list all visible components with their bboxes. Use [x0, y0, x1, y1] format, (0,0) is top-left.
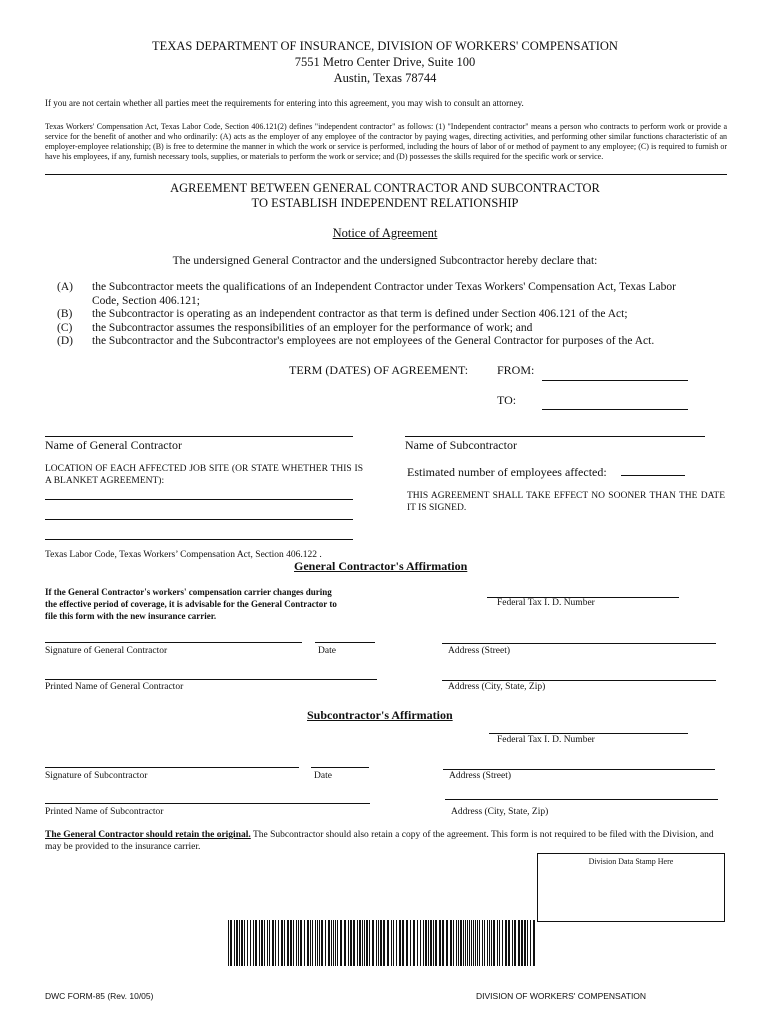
barcode-bar: [267, 920, 268, 966]
job-site-label: LOCATION OF EACH AFFECTED JOB SITE (OR STATE WHETHER THIS IS A BLANKET AGREEMENT):: [45, 464, 363, 486]
term-from-label: FROM:: [497, 363, 535, 377]
barcode-bar: [275, 920, 276, 966]
barcode-bar: [425, 920, 427, 966]
subcontractor-name-field[interactable]: [405, 436, 705, 437]
barcode-bar: [387, 920, 389, 966]
gc-address-street-label: Address (Street): [448, 646, 510, 656]
declaration-intro: The undersigned General Contractor and the undersigned Subcontractor hereby declare that:: [172, 255, 598, 267]
barcode-bar: [287, 920, 289, 966]
gc-affirmation-heading: General Contractor's Affirmation: [294, 559, 468, 573]
sub-tax-id-field[interactable]: [489, 733, 688, 734]
barcode-bar: [230, 920, 232, 966]
term-label: TERM (DATES) OF AGREEMENT:: [289, 363, 469, 377]
barcode-bar: [505, 920, 507, 966]
barcode-bar: [364, 920, 365, 966]
barcode-bar: [333, 920, 334, 966]
agency-address-city: Austin, Texas 78744: [333, 71, 437, 85]
item-key: (D): [57, 335, 73, 347]
barcode-bar: [514, 920, 516, 966]
gc-date-field[interactable]: [315, 642, 375, 643]
barcode-bar: [521, 920, 523, 966]
division-stamp-label: Division Data Stamp Here: [588, 857, 674, 866]
sub-date-field[interactable]: [311, 767, 369, 768]
declaration-item-d: [57, 335, 697, 349]
barcode-bar: [239, 920, 240, 966]
barcode-bar: [261, 920, 263, 966]
barcode-bar: [244, 920, 245, 966]
barcode-bar: [393, 920, 394, 966]
sub-printed-name-field[interactable]: [45, 803, 370, 804]
barcode-bar: [264, 920, 265, 966]
item-text: the Subcontractor is operating as an independent contractor as that term is defined under Section 406.121 of the Act;: [92, 308, 628, 320]
sub-date-label: Date: [314, 771, 332, 781]
barcode-bar: [435, 920, 437, 966]
gc-date-label: Date: [318, 646, 336, 656]
agreement-title-line1: AGREEMENT BETWEEN GENERAL CONTRACTOR AND SUBCONTRACTOR: [170, 181, 600, 195]
sub-affirmation-heading: Subcontractor's Affirmation: [307, 708, 453, 722]
barcode-bar: [518, 920, 520, 966]
declaration-list: [57, 281, 697, 349]
barcode-bar: [278, 920, 279, 966]
barcode-bar: [508, 920, 510, 966]
sub-tax-id-label: Federal Tax I. D. Number: [497, 735, 595, 745]
barcode-bar: [321, 920, 323, 966]
independent-contractor-definition: Texas Workers' Compensation Act, Texas Labor Code, Section 406.121(2) defines "independent contractor" as follows: (1) "Independent contractor" means a person who contracts to perform work or provide a service for the benefit of another and who ordinarily: (A) acts as the employer of any employee of the contractor by paying wages, directing activities, and performing other similar functions characteristic of an employer-employee relationship; (B) is free to determine the manner in which the work or service is performed, including the hours of labor of or method of payment to any employee; (C) is required to furnish or have his employees, if any, furnish necessary tools, supplies, or materials to perform the work or service; and (D) possesses the skills required for the specific work or service.: [45, 122, 727, 161]
barcode-bar: [453, 920, 454, 966]
barcode-bar: [350, 920, 352, 966]
barcode-bar: [380, 920, 382, 966]
term-from-field[interactable]: [542, 366, 688, 381]
barcode-bar: [458, 920, 459, 966]
barcode-bar: [475, 920, 476, 966]
barcode-bar: [293, 920, 294, 966]
barcode-bar: [284, 920, 285, 966]
barcode-bar: [442, 920, 444, 966]
barcode-bar: [420, 920, 421, 966]
carrier-change-note: If the General Contractor's workers' compensation carrier changes during the effective period of coverage, it is advisable for the General Contractor to file this form with the new insurance carrier.: [45, 587, 337, 621]
barcode-bar: [467, 920, 468, 966]
notice-heading: Notice of Agreement: [332, 226, 438, 240]
barcode-bar: [362, 920, 363, 966]
barcode-bar: [456, 920, 457, 966]
barcode-bar: [290, 920, 292, 966]
barcode-bar: [369, 920, 370, 966]
barcode-bar: [479, 920, 480, 966]
barcode-bar: [487, 920, 488, 966]
term-to-label: TO:: [497, 393, 517, 407]
agreement-title: [0, 181, 770, 211]
gc-address-street-field[interactable]: [442, 643, 716, 644]
barcode-bar: [281, 920, 283, 966]
barcode-bar: [499, 920, 500, 966]
barcode-bar: [484, 920, 485, 966]
gc-tax-id-label: Federal Tax I. D. Number: [497, 598, 595, 608]
barcode-bar: [473, 920, 474, 966]
gc-signature-label: Signature of General Contractor: [45, 646, 168, 656]
barcode-bar: [269, 920, 270, 966]
gc-address-city-label: Address (City, State, Zip): [448, 682, 546, 692]
item-key: (B): [57, 308, 73, 320]
barcode-bar: [348, 920, 349, 966]
barcode-bar: [319, 920, 320, 966]
barcode-bar: [430, 920, 432, 966]
item-text: the Subcontractor and the Subcontractor's employees are not employees of the General Contractor for purposes of the Act.: [92, 335, 655, 347]
barcode-bar: [391, 920, 392, 966]
attorney-note: If you are not certain whether all parties meet the requirements for entering into this agreement, you may wish to consult an attorney.: [45, 98, 524, 108]
barcode-bar: [331, 920, 332, 966]
barcode-bar: [304, 920, 305, 966]
retain-note-text: The Subcontractor should also retain a copy of the agreement. This form is not required to be filed with the Division, and may be provided to the insurance carrier.: [45, 830, 714, 852]
retain-note: [45, 829, 727, 853]
barcode-bar: [450, 920, 452, 966]
sub-address-city-label: Address (City, State, Zip): [451, 807, 549, 817]
barcode-bar: [423, 920, 424, 966]
barcode-bar: [378, 920, 379, 966]
general-contractor-name-label: Name of General Contractor: [45, 438, 182, 452]
barcode-bar: [344, 920, 346, 966]
barcode-bar: [250, 920, 251, 966]
barcode-bar: [241, 920, 243, 966]
barcode-bar: [383, 920, 385, 966]
barcode-bar: [255, 920, 257, 966]
barcode-bar: [328, 920, 330, 966]
barcode-bar: [469, 920, 470, 966]
sub-address-street-label: Address (Street): [449, 771, 511, 781]
gc-signature-field[interactable]: [45, 642, 302, 643]
subcontractor-name-label: Name of Subcontractor: [405, 438, 517, 452]
declaration-item-c: [57, 322, 697, 336]
sub-signature-label: Signature of Subcontractor: [45, 771, 148, 781]
barcode-bar: [428, 920, 429, 966]
barcode-bar: [366, 920, 368, 966]
retain-note-bold: The General Contractor should retain the original.: [45, 830, 251, 840]
barcode-bar: [465, 920, 466, 966]
barcode-bar: [325, 920, 326, 966]
job-site-field-2[interactable]: [45, 519, 353, 520]
barcode-bar: [497, 920, 498, 966]
barcode-bar: [477, 920, 478, 966]
employees-field[interactable]: [621, 475, 685, 476]
general-contractor-name-field[interactable]: [45, 436, 353, 437]
barcode-bar: [247, 920, 248, 966]
employees-label: Estimated number of employees affected:: [407, 465, 607, 479]
barcode-bar: [402, 920, 404, 966]
agreement-title-line2: TO ESTABLISH INDEPENDENT RELATIONSHIP: [251, 196, 519, 210]
barcode-bar: [259, 920, 260, 966]
barcode-bar: [236, 920, 238, 966]
job-site-field-1[interactable]: [45, 499, 353, 500]
barcode-bar: [272, 920, 274, 966]
barcode-bar: [439, 920, 441, 966]
job-site-field-3[interactable]: [45, 539, 353, 540]
item-key: (C): [57, 321, 73, 334]
sub-printed-name-label: Printed Name of Subcontractor: [45, 807, 164, 817]
barcode-bar: [491, 920, 492, 966]
barcode-bar: [446, 920, 448, 966]
item-text: the Subcontractor meets the qualifications of an Independent Contractor under Texas Workers' Compensation Act, Texas Labor Code, Section 406.121;: [92, 281, 676, 307]
effective-date-note: THIS AGREEMENT SHALL TAKE EFFECT NO SOONER THAN THE DATE IT IS SIGNED.: [407, 491, 725, 513]
form-number: DWC FORM-85 (Rev. 10/05): [45, 991, 154, 1001]
form-barcode: [228, 920, 540, 968]
division-stamp-box: [537, 853, 725, 922]
barcode-bar: [335, 920, 336, 966]
term-to-field[interactable]: [542, 396, 688, 410]
barcode-bar: [372, 920, 374, 966]
sub-address-street-field[interactable]: [443, 769, 715, 770]
item-text: the Subcontractor assumes the responsibilities of an employer for the performance of work; and: [92, 321, 533, 334]
barcode-bar: [399, 920, 401, 966]
barcode-bar: [234, 920, 235, 966]
divider: [45, 174, 727, 175]
barcode-bar: [482, 920, 483, 966]
barcode-bar: [315, 920, 316, 966]
barcode-bar: [530, 920, 531, 966]
barcode-bar: [413, 920, 415, 966]
barcode-bar: [228, 920, 229, 966]
barcode-bar: [353, 920, 355, 966]
barcode-bar: [312, 920, 313, 966]
gc-printed-name-label: Printed Name of General Contractor: [45, 682, 184, 692]
barcode-bar: [296, 920, 297, 966]
barcode-bar: [463, 920, 464, 966]
barcode-bar: [433, 920, 434, 966]
barcode-bar: [502, 920, 503, 966]
barcode-bar: [253, 920, 254, 966]
barcode-bar: [410, 920, 411, 966]
declaration-item-a: [57, 281, 697, 308]
gc-printed-name-field[interactable]: [45, 679, 377, 680]
barcode-bar: [493, 920, 495, 966]
barcode-bar: [357, 920, 358, 966]
agency-address-street: 7551 Metro Center Drive, Suite 100: [294, 55, 476, 69]
barcode-bar: [417, 920, 418, 966]
footer-division: DIVISION OF WORKERS' COMPENSATION: [476, 991, 647, 1001]
barcode-bar: [317, 920, 318, 966]
barcode-bar: [533, 920, 535, 966]
barcode-bar: [310, 920, 311, 966]
agency-header: [0, 38, 770, 86]
barcode-bar: [307, 920, 309, 966]
declaration-item-b: [57, 308, 697, 322]
barcode-bar: [406, 920, 408, 966]
barcode-bar: [376, 920, 377, 966]
barcode-bar: [512, 920, 513, 966]
agency-name: TEXAS DEPARTMENT OF INSURANCE, DIVISION OF WORKERS' COMPENSATION: [152, 39, 618, 53]
citation: Texas Labor Code, Texas Workers’ Compensation Act, Section 406.122 .: [45, 550, 322, 560]
barcode-bar: [337, 920, 338, 966]
barcode-bar: [396, 920, 397, 966]
gc-address-city-field[interactable]: [442, 680, 716, 681]
barcode-bar: [298, 920, 299, 966]
barcode-bar: [471, 920, 472, 966]
item-key: (A): [57, 281, 73, 293]
barcode-bar: [524, 920, 526, 966]
barcode-bar: [489, 920, 490, 966]
sub-address-city-field[interactable]: [445, 799, 718, 800]
barcode-bar: [340, 920, 342, 966]
barcode-bar: [527, 920, 528, 966]
barcode-bar: [359, 920, 361, 966]
sub-signature-field[interactable]: [45, 767, 299, 768]
barcode-bar: [460, 920, 462, 966]
barcode-bar: [300, 920, 302, 966]
